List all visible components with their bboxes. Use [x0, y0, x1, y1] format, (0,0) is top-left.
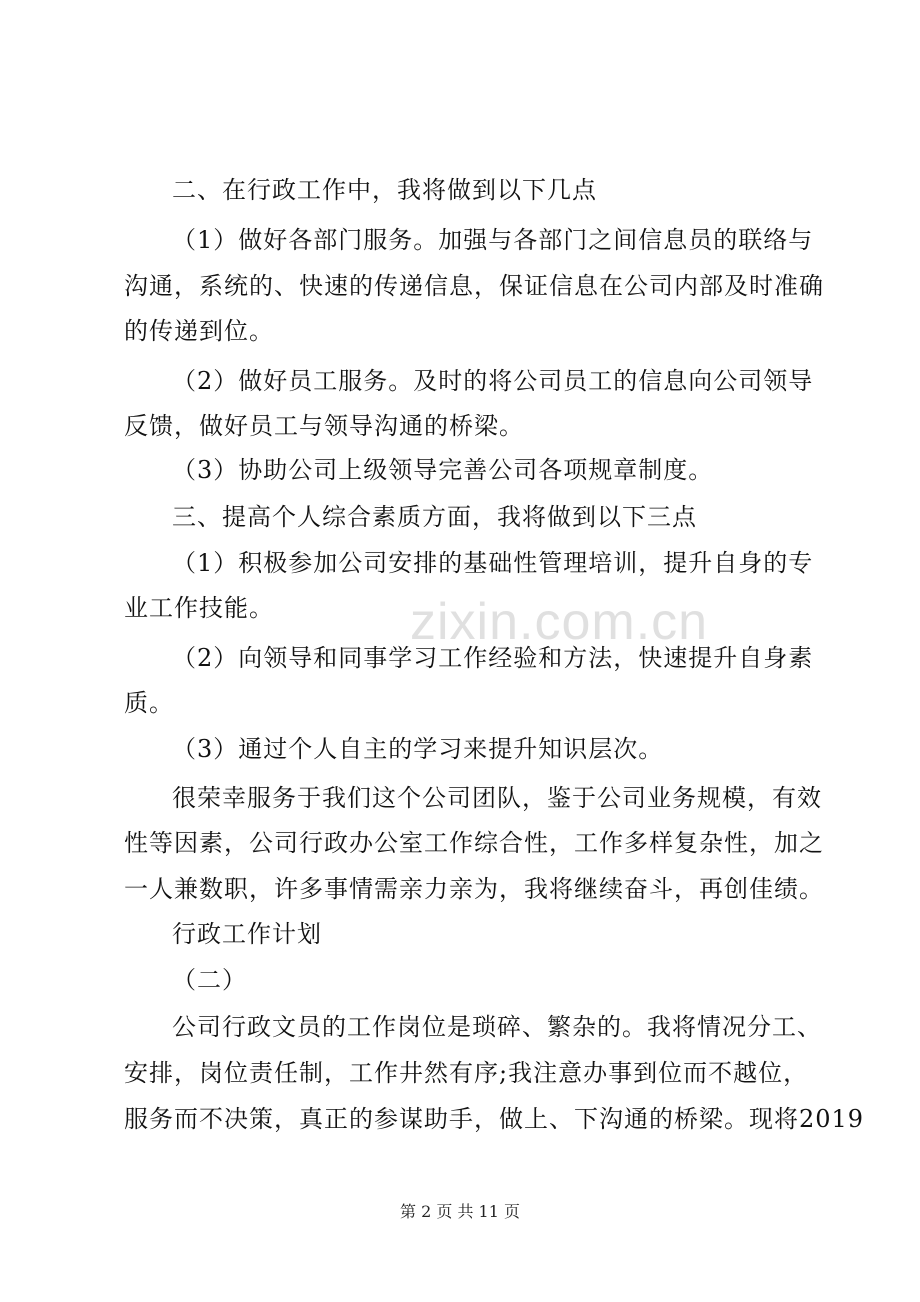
text-line: 的传递到位。	[124, 317, 274, 345]
section-heading: 三、提高个人综合素质方面，我将做到以下三点	[172, 503, 697, 531]
text-line: 服务而不决策，真正的参谋助手，做上、下沟通的桥梁。现将2019	[124, 1105, 865, 1133]
section-heading: 二、在行政工作中，我将做到以下几点	[172, 176, 597, 204]
text-line: 公司行政文员的工作岗位是琐碎、繁杂的。我将情况分工、	[172, 1013, 822, 1041]
text-line: （1）积极参加公司安排的基础性管理培训，提升自身的专	[172, 549, 814, 577]
text-line: （3）协助公司上级领导完善公司各项规章制度。	[172, 456, 714, 484]
text-line: 性等因素，公司行政办公室工作综合性，工作多样复杂性，加之	[124, 829, 824, 857]
text-line: 很荣幸服务于我们这个公司团队，鉴于公司业务规模，有效	[172, 784, 822, 812]
text-line: （3）通过个人自主的学习来提升知识层次。	[172, 735, 664, 763]
section-heading: 行政工作计划	[172, 920, 322, 948]
text-line: （1）做好各部门服务。加强与各部门之间信息员的联络与	[172, 226, 814, 254]
text-line: 安排，岗位责任制，工作井然有序;我注意办事到位而不越位，	[124, 1059, 809, 1087]
text-line: 沟通，系统的、快速的传递信息，保证信息在公司内部及时准确	[124, 272, 824, 300]
text-line: 一人兼数职，许多事情需亲力亲为，我将继续奋斗，再创佳绩。	[124, 875, 824, 903]
text-line: 质。	[124, 689, 174, 717]
text-line: 业工作技能。	[124, 594, 274, 622]
text-line: （2）向领导和同事学习工作经验和方法，快速提升自身素	[172, 644, 814, 672]
text-line: 反馈，做好员工与领导沟通的桥梁。	[124, 412, 524, 440]
watermark-text: zixin.com.cn	[410, 593, 709, 651]
section-subheading: （二）	[172, 966, 247, 994]
page-number-footer: 第 2 页 共 11 页	[400, 1202, 520, 1221]
text-line: （2）做好员工服务。及时的将公司员工的信息向公司领导	[172, 367, 814, 395]
